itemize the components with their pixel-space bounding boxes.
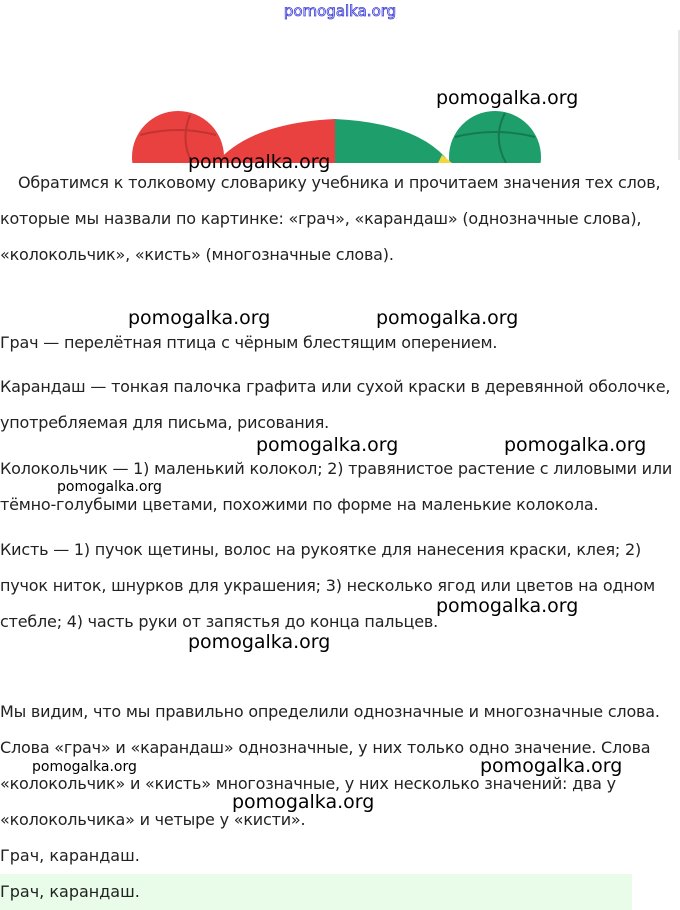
illustration xyxy=(120,105,560,163)
watermark: pomogalka.org xyxy=(232,791,375,813)
definition-kolokolchik: Колокольчик — 1) маленький колокол; 2) травянистое растение с лиловыми или тёмно-голубыми цветами, похожими по форме на маленькие колокола. xyxy=(0,459,673,514)
watermark: pomogalka.org xyxy=(256,434,399,456)
watermark: pomogalka.org xyxy=(504,434,647,456)
watermark: pomogalka.org xyxy=(376,307,519,329)
answer-highlight: Грач, карандаш. xyxy=(0,874,632,910)
watermark: pomogalka.org xyxy=(188,151,331,173)
definition-grach: Грач — перелётная птица с чёрным блестящим оперением. xyxy=(0,333,498,352)
illustration-image xyxy=(120,105,560,163)
watermark: pomogalka.org xyxy=(128,307,271,329)
watermark: pomogalka.org xyxy=(480,755,623,777)
definition-karandash: Карандаш — тонкая палочка графита или сухой краски в деревянной оболочке, употребляемая для письма, рисования. xyxy=(0,377,671,432)
watermark: pomogalka.org xyxy=(32,759,137,775)
watermark: pomogalka.org xyxy=(436,87,579,109)
definition-kist: Кисть — 1) пучок щетины, волос на рукоятке для нанесения краски, клея; 2) пучок ниток, шнурков для украшения; 3) несколько ягод или цветов на одном стебле; 4) часть руки от запястья до конца пальцев. xyxy=(0,540,656,631)
answer-text: Грач, карандаш. xyxy=(0,846,140,865)
site-header-link[interactable]: pomogalka.org xyxy=(283,2,397,20)
watermark: pomogalka.org xyxy=(436,595,579,617)
watermark: pomogalka.org xyxy=(188,631,331,653)
watermark: pomogalka.org xyxy=(57,479,162,495)
conclusion-paragraph: Мы видим, что мы правильно определили однозначные и многозначные слова. Слова «грач» и «карандаш» однозначные, у них только одно значение. Слова «колокольчик» и «кисть» многозначные, у них несколько значений: два у «колокольчика» и четыре у «кисти». xyxy=(0,702,660,829)
intro-paragraph: Обратимся к толковому словарику учебника и прочитаем значения тех слов, которые мы назвали по картинке: «грач», «карандаш» (однозначные слова), «колокольчик», «кисть» (многозначные слова). xyxy=(0,173,661,264)
